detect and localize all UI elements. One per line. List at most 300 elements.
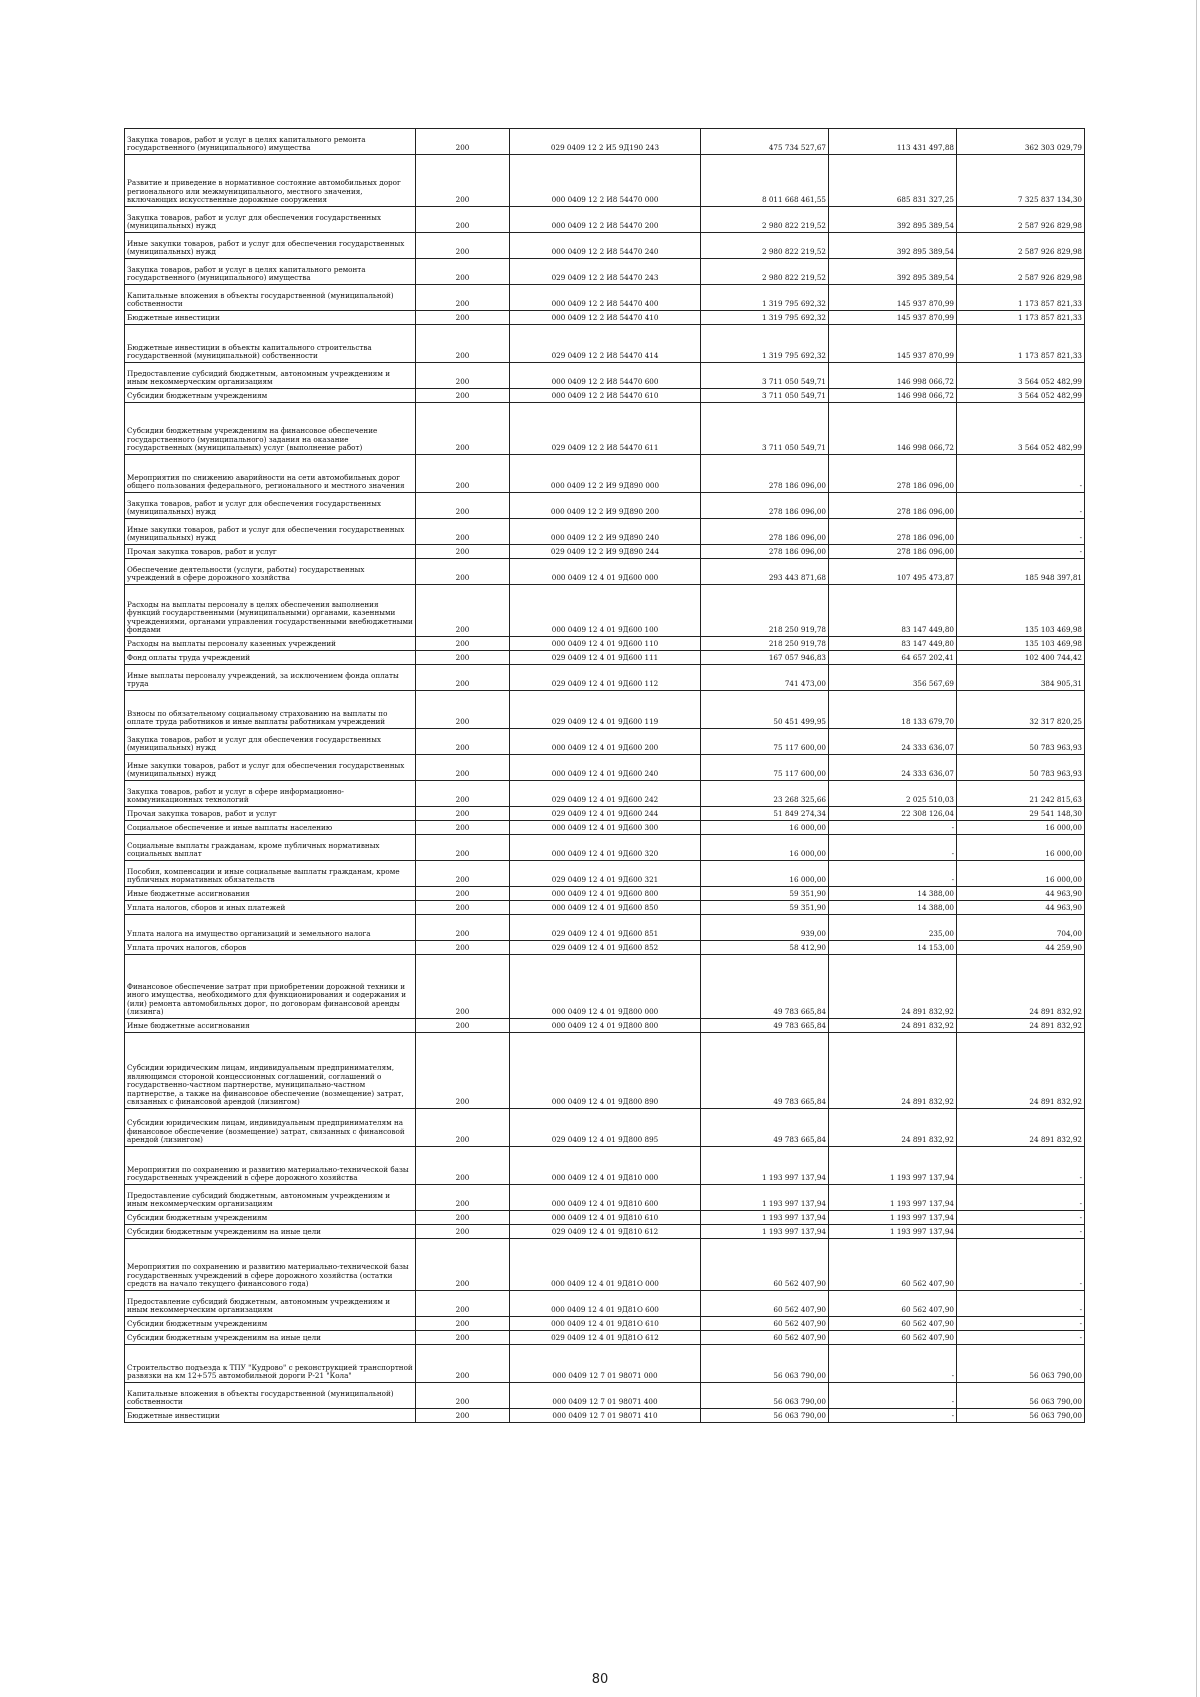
row-remaining: 24 891 832,92 — [957, 1109, 1085, 1147]
table-row — [125, 835, 1085, 861]
row-name: Мероприятия по сохранению и развитию материально-технической базы государственных учреждений в сфере дорожного хозяйства — [125, 1147, 416, 1185]
row-executed: 235,00 — [829, 915, 957, 941]
row-kbk: 029 0409 12 2 И8 54470 611 — [510, 403, 701, 455]
table-row — [125, 1317, 1085, 1331]
row-name: Пособия, компенсации и иные социальные выплаты гражданам, кроме публичных нормативных обязательств — [125, 861, 416, 887]
row-kbk: 029 0409 12 4 01 9Д600 321 — [510, 861, 701, 887]
row-kbk: 000 0409 12 2 И9 9Д890 000 — [510, 455, 701, 493]
row-name: Закупка товаров, работ и услуг в сфере информационно-коммуникационных технологий — [125, 781, 416, 807]
row-name: Закупка товаров, работ и услуг в целях капитального ремонта государственного (муниципального) имущества — [125, 259, 416, 285]
row-executed: 107 495 473,87 — [829, 559, 957, 585]
row-remaining: 16 000,00 — [957, 861, 1085, 887]
row-name: Предоставление субсидий бюджетным, автономным учреждениям и иным некоммерческим организациям — [125, 1291, 416, 1317]
row-name: Мероприятия по снижению аварийности на сети автомобильных дорог общего пользования федерального, регионального и местного значения — [125, 455, 416, 493]
row-executed: 113 431 497,88 — [829, 129, 957, 155]
row-kbk: 000 0409 12 4 01 9Д810 000 — [510, 1147, 701, 1185]
row-remaining: 50 783 963,93 — [957, 729, 1085, 755]
row-kbk: 029 0409 12 2 И9 9Д890 244 — [510, 545, 701, 559]
row-approved: 278 186 096,00 — [701, 493, 829, 519]
row-remaining: 1 173 857 821,33 — [957, 311, 1085, 325]
row-executed: 685 831 327,25 — [829, 155, 957, 207]
row-name: Уплата прочих налогов, сборов — [125, 941, 416, 955]
table-body — [125, 129, 1085, 1423]
row-code: 200 — [416, 1019, 510, 1033]
row-approved: 49 783 665,84 — [701, 1033, 829, 1109]
row-kbk: 000 0409 12 2 И9 9Д890 200 — [510, 493, 701, 519]
row-kbk: 000 0409 12 4 01 9Д600 000 — [510, 559, 701, 585]
row-remaining: - — [957, 1331, 1085, 1345]
row-executed: 145 937 870,99 — [829, 325, 957, 363]
table-row — [125, 1211, 1085, 1225]
row-name: Субсидии бюджетным учреждениям — [125, 1317, 416, 1331]
table-row — [125, 519, 1085, 545]
row-remaining: 32 317 820,25 — [957, 691, 1085, 729]
table-row — [125, 955, 1085, 1019]
table-row — [125, 941, 1085, 955]
row-code: 200 — [416, 835, 510, 861]
table-row — [125, 455, 1085, 493]
row-code: 200 — [416, 1211, 510, 1225]
table-row — [125, 363, 1085, 389]
row-kbk: 000 0409 12 4 01 9Д600 110 — [510, 637, 701, 651]
row-approved: 60 562 407,90 — [701, 1239, 829, 1291]
row-code: 200 — [416, 1109, 510, 1147]
row-approved: 1 193 997 137,94 — [701, 1225, 829, 1239]
row-executed: - — [829, 1345, 957, 1383]
table-row — [125, 155, 1085, 207]
row-approved: 1 193 997 137,94 — [701, 1147, 829, 1185]
row-name: Предоставление субсидий бюджетным, автономным учреждениям и иным некоммерческим организациям — [125, 1185, 416, 1211]
row-code: 200 — [416, 585, 510, 637]
row-kbk: 000 0409 12 4 01 9Д81О 610 — [510, 1317, 701, 1331]
row-remaining: 24 891 832,92 — [957, 1033, 1085, 1109]
row-code: 200 — [416, 325, 510, 363]
row-remaining: 102 400 744,42 — [957, 651, 1085, 665]
row-approved: 49 783 665,84 — [701, 955, 829, 1019]
row-executed: 24 891 832,92 — [829, 1033, 957, 1109]
table-row — [125, 545, 1085, 559]
row-approved: 1 319 795 692,32 — [701, 311, 829, 325]
row-executed: 60 562 407,90 — [829, 1239, 957, 1291]
row-executed: 392 895 389,54 — [829, 207, 957, 233]
row-executed: 14 388,00 — [829, 887, 957, 901]
row-kbk: 029 0409 12 4 01 9Д600 119 — [510, 691, 701, 729]
table-row — [125, 1291, 1085, 1317]
row-approved: 167 057 946,83 — [701, 651, 829, 665]
page-number: 80 — [591, 1672, 609, 1687]
row-executed: 146 998 066,72 — [829, 363, 957, 389]
row-kbk: 000 0409 12 4 01 9Д800 000 — [510, 955, 701, 1019]
table-row — [125, 755, 1085, 781]
row-code: 200 — [416, 941, 510, 955]
row-executed: 14 388,00 — [829, 901, 957, 915]
row-kbk: 029 0409 12 2 И5 9Д190 243 — [510, 129, 701, 155]
row-executed: 278 186 096,00 — [829, 519, 957, 545]
row-code: 200 — [416, 691, 510, 729]
row-approved: 2 980 822 219,52 — [701, 259, 829, 285]
row-executed: 392 895 389,54 — [829, 259, 957, 285]
row-kbk: 029 0409 12 4 01 9Д600 111 — [510, 651, 701, 665]
row-code: 200 — [416, 755, 510, 781]
row-code: 200 — [416, 729, 510, 755]
table-row — [125, 559, 1085, 585]
row-approved: 60 562 407,90 — [701, 1291, 829, 1317]
row-approved: 278 186 096,00 — [701, 519, 829, 545]
row-kbk: 000 0409 12 4 01 9Д600 200 — [510, 729, 701, 755]
row-code: 200 — [416, 781, 510, 807]
row-code: 200 — [416, 637, 510, 651]
row-approved: 75 117 600,00 — [701, 755, 829, 781]
row-executed: 24 891 832,92 — [829, 1109, 957, 1147]
row-code: 200 — [416, 1147, 510, 1185]
row-name: Субсидии бюджетным учреждениям на иные цели — [125, 1225, 416, 1239]
row-approved: 3 711 050 549,71 — [701, 403, 829, 455]
row-name: Иные выплаты персоналу учреждений, за исключением фонда оплаты труда — [125, 665, 416, 691]
row-remaining: 135 103 469,98 — [957, 637, 1085, 651]
row-code: 200 — [416, 821, 510, 835]
row-executed: 64 657 202,41 — [829, 651, 957, 665]
row-remaining: 56 063 790,00 — [957, 1383, 1085, 1409]
row-remaining: - — [957, 1291, 1085, 1317]
row-kbk: 000 0409 12 4 01 9Д600 300 — [510, 821, 701, 835]
row-remaining: 7 325 837 134,30 — [957, 155, 1085, 207]
table-row — [125, 729, 1085, 755]
row-approved: 49 783 665,84 — [701, 1019, 829, 1033]
row-approved: 2 980 822 219,52 — [701, 233, 829, 259]
table-row — [125, 1409, 1085, 1423]
row-kbk: 000 0409 12 2 И8 54470 200 — [510, 207, 701, 233]
row-code: 200 — [416, 1033, 510, 1109]
row-executed: 1 193 997 137,94 — [829, 1225, 957, 1239]
row-remaining: 44 963,90 — [957, 901, 1085, 915]
row-name: Социальные выплаты гражданам, кроме публичных нормативных социальных выплат — [125, 835, 416, 861]
row-approved: 3 711 050 549,71 — [701, 363, 829, 389]
row-name: Закупка товаров, работ и услуг для обеспечения государственных (муниципальных) нужд — [125, 207, 416, 233]
row-approved: 278 186 096,00 — [701, 455, 829, 493]
row-executed: 14 153,00 — [829, 941, 957, 955]
row-remaining: 50 783 963,93 — [957, 755, 1085, 781]
row-code: 200 — [416, 129, 510, 155]
row-executed: - — [829, 1383, 957, 1409]
table-row — [125, 1331, 1085, 1345]
row-approved: 23 268 325,66 — [701, 781, 829, 807]
table-row — [125, 1147, 1085, 1185]
row-name: Предоставление субсидий бюджетным, автономным учреждениям и иным некоммерческим организациям — [125, 363, 416, 389]
budget-execution-table — [124, 128, 1085, 1423]
row-code: 200 — [416, 955, 510, 1019]
row-remaining: 135 103 469,98 — [957, 585, 1085, 637]
row-approved: 60 562 407,90 — [701, 1317, 829, 1331]
row-approved: 2 980 822 219,52 — [701, 207, 829, 233]
row-kbk: 029 0409 12 4 01 9Д600 851 — [510, 915, 701, 941]
row-executed: 1 193 997 137,94 — [829, 1211, 957, 1225]
row-remaining: 16 000,00 — [957, 835, 1085, 861]
row-executed: 146 998 066,72 — [829, 389, 957, 403]
row-executed: 18 133 679,70 — [829, 691, 957, 729]
row-executed: 278 186 096,00 — [829, 545, 957, 559]
row-approved: 59 351,90 — [701, 901, 829, 915]
row-name: Социальное обеспечение и иные выплаты населению — [125, 821, 416, 835]
row-remaining: 24 891 832,92 — [957, 955, 1085, 1019]
row-name: Иные бюджетные ассигнования — [125, 1019, 416, 1033]
row-approved: 60 562 407,90 — [701, 1331, 829, 1345]
row-kbk: 000 0409 12 4 01 9Д600 100 — [510, 585, 701, 637]
row-code: 200 — [416, 155, 510, 207]
row-executed: - — [829, 835, 957, 861]
row-executed: 278 186 096,00 — [829, 493, 957, 519]
table-row — [125, 807, 1085, 821]
row-code: 200 — [416, 493, 510, 519]
table-row — [125, 493, 1085, 519]
row-name: Иные закупки товаров, работ и услуг для обеспечения государственных (муниципальных) нужд — [125, 519, 416, 545]
table-row — [125, 1019, 1085, 1033]
row-name: Субсидии бюджетным учреждениям на иные цели — [125, 1331, 416, 1345]
row-kbk: 029 0409 12 4 01 9Д600 244 — [510, 807, 701, 821]
row-remaining: 1 173 857 821,33 — [957, 325, 1085, 363]
row-name: Субсидии бюджетным учреждениям — [125, 1211, 416, 1225]
row-code: 200 — [416, 665, 510, 691]
row-name: Бюджетные инвестиции — [125, 311, 416, 325]
table-row — [125, 389, 1085, 403]
row-code: 200 — [416, 1345, 510, 1383]
row-approved: 16 000,00 — [701, 861, 829, 887]
row-name: Взносы по обязательному социальному страхованию на выплаты по оплате труда работников и иные выплаты работникам учреждений — [125, 691, 416, 729]
row-code: 200 — [416, 901, 510, 915]
table-row — [125, 665, 1085, 691]
row-kbk: 000 0409 12 7 01 98071 000 — [510, 1345, 701, 1383]
row-approved: 49 783 665,84 — [701, 1109, 829, 1147]
row-code: 200 — [416, 1185, 510, 1211]
table-row — [125, 887, 1085, 901]
table-row — [125, 129, 1085, 155]
row-name: Закупка товаров, работ и услуг для обеспечения государственных (муниципальных) нужд — [125, 493, 416, 519]
row-remaining: - — [957, 1147, 1085, 1185]
row-remaining: 2 587 926 829,98 — [957, 233, 1085, 259]
row-remaining: 3 564 052 482,99 — [957, 389, 1085, 403]
table-row — [125, 861, 1085, 887]
row-name: Иные закупки товаров, работ и услуг для обеспечения государственных (муниципальных) нужд — [125, 233, 416, 259]
row-kbk: 000 0409 12 4 01 9Д800 800 — [510, 1019, 701, 1033]
row-code: 200 — [416, 311, 510, 325]
row-remaining: 2 587 926 829,98 — [957, 207, 1085, 233]
row-kbk: 000 0409 12 4 01 9Д81О 000 — [510, 1239, 701, 1291]
row-kbk: 000 0409 12 4 01 9Д810 600 — [510, 1185, 701, 1211]
row-executed: 356 567,69 — [829, 665, 957, 691]
row-name: Иные бюджетные ассигнования — [125, 887, 416, 901]
row-approved: 16 000,00 — [701, 835, 829, 861]
row-remaining: - — [957, 519, 1085, 545]
table-row — [125, 781, 1085, 807]
row-executed: 60 562 407,90 — [829, 1317, 957, 1331]
row-remaining: - — [957, 545, 1085, 559]
row-kbk: 000 0409 12 2 И9 9Д890 240 — [510, 519, 701, 545]
row-code: 200 — [416, 1317, 510, 1331]
row-kbk: 029 0409 12 2 И8 54470 243 — [510, 259, 701, 285]
row-remaining: 185 948 397,81 — [957, 559, 1085, 585]
row-remaining: 56 063 790,00 — [957, 1409, 1085, 1423]
table-row — [125, 1383, 1085, 1409]
row-code: 200 — [416, 1291, 510, 1317]
table-row — [125, 1185, 1085, 1211]
row-code: 200 — [416, 559, 510, 585]
row-kbk: 000 0409 12 2 И8 54470 400 — [510, 285, 701, 311]
row-remaining: 29 541 148,30 — [957, 807, 1085, 821]
table-row — [125, 1345, 1085, 1383]
row-name: Расходы на выплаты персоналу в целях обеспечения выполнения функций государственными (муниципальными) органами, казенными учреждениями, органами управления государственными внебюджетными фондами — [125, 585, 416, 637]
row-name: Обеспечение деятельности (услуги, работы) государственных учреждений в сфере дорожного хозяйства — [125, 559, 416, 585]
row-kbk: 000 0409 12 7 01 98071 400 — [510, 1383, 701, 1409]
row-kbk: 029 0409 12 4 01 9Д81О 612 — [510, 1331, 701, 1345]
row-code: 200 — [416, 1409, 510, 1423]
row-remaining: - — [957, 1317, 1085, 1331]
row-remaining: 2 587 926 829,98 — [957, 259, 1085, 285]
row-code: 200 — [416, 1225, 510, 1239]
row-approved: 75 117 600,00 — [701, 729, 829, 755]
page-edge-line — [1196, 0, 1197, 1697]
row-executed: 83 147 449,80 — [829, 637, 957, 651]
table-row — [125, 233, 1085, 259]
row-name: Прочая закупка товаров, работ и услуг — [125, 545, 416, 559]
row-name: Прочая закупка товаров, работ и услуг — [125, 807, 416, 821]
row-code: 200 — [416, 233, 510, 259]
row-approved: 58 412,90 — [701, 941, 829, 955]
row-remaining: 362 303 029,79 — [957, 129, 1085, 155]
row-executed: - — [829, 861, 957, 887]
row-code: 200 — [416, 1239, 510, 1291]
table-row — [125, 1225, 1085, 1239]
row-kbk: 029 0409 12 4 01 9Д600 852 — [510, 941, 701, 955]
table-row — [125, 403, 1085, 455]
row-name: Мероприятия по сохранению и развитию материально-технической базы государственных учреждений в сфере дорожного хозяйства (остатки средств на начало текущего финансового года) — [125, 1239, 416, 1291]
row-executed: 60 562 407,90 — [829, 1291, 957, 1317]
row-remaining: 384 905,31 — [957, 665, 1085, 691]
row-executed: 278 186 096,00 — [829, 455, 957, 493]
row-executed: 392 895 389,54 — [829, 233, 957, 259]
row-remaining: 3 564 052 482,99 — [957, 403, 1085, 455]
row-approved: 1 319 795 692,32 — [701, 325, 829, 363]
row-code: 200 — [416, 455, 510, 493]
row-code: 200 — [416, 887, 510, 901]
row-code: 200 — [416, 861, 510, 887]
row-name: Финансовое обеспечение затрат при приобретении дорожной техники и иного имущества, необходимого для функционирования и содержания и (или) ремонта автомобильных дорог, по договорам финансовой аренды (лизинга) — [125, 955, 416, 1019]
row-approved: 741 473,00 — [701, 665, 829, 691]
row-remaining: - — [957, 1225, 1085, 1239]
table-row — [125, 637, 1085, 651]
row-remaining: - — [957, 493, 1085, 519]
row-name: Развитие и приведение в нормативное состояние автомобильных дорог регионального или межмуниципального, местного значения, включающих искусственные дорожные сооружения — [125, 155, 416, 207]
row-approved: 51 849 274,34 — [701, 807, 829, 821]
row-name: Капитальные вложения в объекты государственной (муниципальной) собственности — [125, 1383, 416, 1409]
row-approved: 475 734 527,67 — [701, 129, 829, 155]
row-executed: 24 891 832,92 — [829, 955, 957, 1019]
table-row — [125, 821, 1085, 835]
row-kbk: 000 0409 12 4 01 9Д81О 600 — [510, 1291, 701, 1317]
row-name: Расходы на выплаты персоналу казенных учреждений — [125, 637, 416, 651]
table-row — [125, 691, 1085, 729]
row-remaining: - — [957, 1211, 1085, 1225]
row-remaining: 21 242 815,63 — [957, 781, 1085, 807]
row-executed: 24 891 832,92 — [829, 1019, 957, 1033]
row-executed: - — [829, 1409, 957, 1423]
row-name: Фонд оплаты труда учреждений — [125, 651, 416, 665]
row-executed: - — [829, 821, 957, 835]
row-code: 200 — [416, 285, 510, 311]
row-code: 200 — [416, 207, 510, 233]
row-approved: 3 711 050 549,71 — [701, 389, 829, 403]
row-kbk: 000 0409 12 4 01 9Д600 850 — [510, 901, 701, 915]
table-row — [125, 259, 1085, 285]
row-remaining: 56 063 790,00 — [957, 1345, 1085, 1383]
row-approved: 8 011 668 461,55 — [701, 155, 829, 207]
row-kbk: 000 0409 12 4 01 9Д600 320 — [510, 835, 701, 861]
row-name: Капитальные вложения в объекты государственной (муниципальной) собственности — [125, 285, 416, 311]
row-code: 200 — [416, 1383, 510, 1409]
table-row — [125, 901, 1085, 915]
row-kbk: 000 0409 12 4 01 9Д810 610 — [510, 1211, 701, 1225]
row-executed: 1 193 997 137,94 — [829, 1147, 957, 1185]
row-approved: 218 250 919,78 — [701, 637, 829, 651]
row-kbk: 029 0409 12 4 01 9Д810 612 — [510, 1225, 701, 1239]
row-kbk: 000 0409 12 4 01 9Д800 890 — [510, 1033, 701, 1109]
table-row — [125, 1239, 1085, 1291]
table-row — [125, 915, 1085, 941]
row-code: 200 — [416, 545, 510, 559]
row-remaining: 44 963,90 — [957, 887, 1085, 901]
row-kbk: 029 0409 12 4 01 9Д800 895 — [510, 1109, 701, 1147]
table-row — [125, 651, 1085, 665]
row-code: 200 — [416, 403, 510, 455]
row-executed: 60 562 407,90 — [829, 1331, 957, 1345]
row-executed: 22 308 126,04 — [829, 807, 957, 821]
row-executed: 146 998 066,72 — [829, 403, 957, 455]
row-remaining: 3 564 052 482,99 — [957, 363, 1085, 389]
row-kbk: 029 0409 12 4 01 9Д600 242 — [510, 781, 701, 807]
table-row — [125, 585, 1085, 637]
row-code: 200 — [416, 915, 510, 941]
row-name: Субсидии юридическим лицам, индивидуальным предпринимателям на финансовое обеспечение (возмещение) затрат, связанных с финансовой арендой (лизингом) — [125, 1109, 416, 1147]
row-approved: 50 451 499,95 — [701, 691, 829, 729]
row-approved: 56 063 790,00 — [701, 1345, 829, 1383]
row-approved: 56 063 790,00 — [701, 1409, 829, 1423]
row-name: Субсидии бюджетным учреждениям на финансовое обеспечение государственного (муниципального) задания на оказание государственных (муниципальных) услуг (выполнение работ) — [125, 403, 416, 455]
row-name: Бюджетные инвестиции в объекты капитального строительства государственной (муниципальной) собственности — [125, 325, 416, 363]
row-remaining: 16 000,00 — [957, 821, 1085, 835]
row-approved: 293 443 871,68 — [701, 559, 829, 585]
row-code: 200 — [416, 651, 510, 665]
table-row — [125, 285, 1085, 311]
row-code: 200 — [416, 1331, 510, 1345]
row-executed: 2 025 510,03 — [829, 781, 957, 807]
row-code: 200 — [416, 389, 510, 403]
row-remaining: - — [957, 455, 1085, 493]
row-name: Иные закупки товаров, работ и услуг для обеспечения государственных (муниципальных) нужд — [125, 755, 416, 781]
row-approved: 16 000,00 — [701, 821, 829, 835]
table-row — [125, 1109, 1085, 1147]
row-kbk: 000 0409 12 7 01 98071 410 — [510, 1409, 701, 1423]
row-name: Субсидии юридическим лицам, индивидуальным предпринимателям, являющимся стороной концессионных соглашений, соглашений о государственно-частном партнерстве, муниципально-частном партнерстве, а также на финансовое обеспечение (возмещение) затрат, связанных с финансовой арендой (лизингом) — [125, 1033, 416, 1109]
row-executed: 24 333 636,07 — [829, 729, 957, 755]
row-code: 200 — [416, 259, 510, 285]
row-approved: 59 351,90 — [701, 887, 829, 901]
table-row — [125, 1033, 1085, 1109]
row-kbk: 000 0409 12 4 01 9Д600 240 — [510, 755, 701, 781]
row-executed: 1 193 997 137,94 — [829, 1185, 957, 1211]
row-kbk: 029 0409 12 2 И8 54470 414 — [510, 325, 701, 363]
row-approved: 939,00 — [701, 915, 829, 941]
row-approved: 1 319 795 692,32 — [701, 285, 829, 311]
table-row — [125, 325, 1085, 363]
row-remaining: 1 173 857 821,33 — [957, 285, 1085, 311]
